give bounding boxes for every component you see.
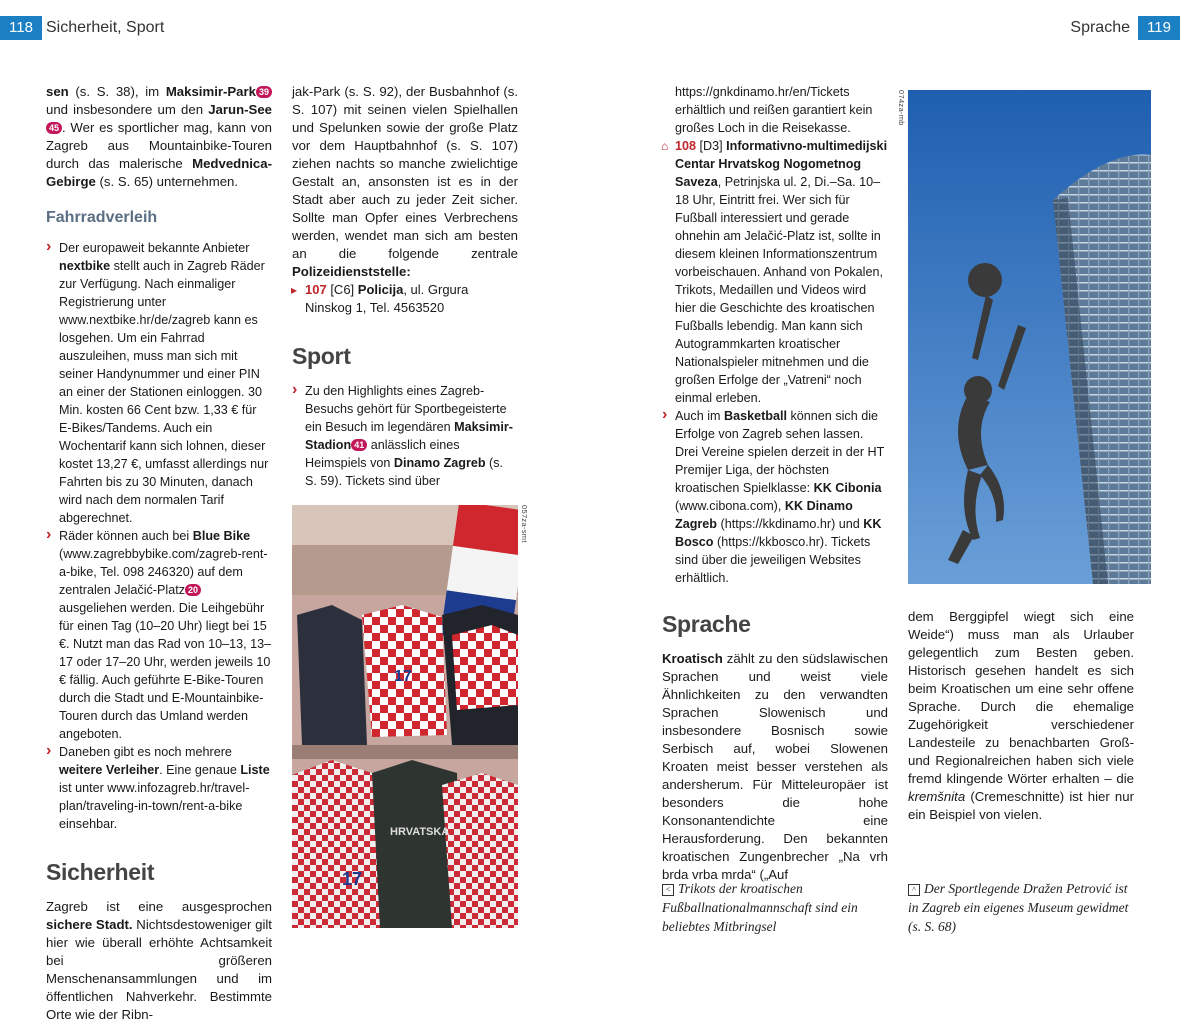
photo-statue xyxy=(908,90,1151,584)
running-head-right: Sprache xyxy=(1070,19,1130,36)
svg-text:HRVATSKA: HRVATSKA xyxy=(390,826,450,838)
list-item: › Daneben gibt es noch mehrere weitere Verleiher. Eine genaue Liste ist unter www.infozagreb.hr/travel-plan/traveling-in-town/rent-a-bike einsehbar. xyxy=(46,743,272,833)
police-icon: ▸ xyxy=(291,283,298,297)
entry-108: ⌂ 108 [D3] Informativno-multimedijski Centar Hrvatskog Nogometnog Saveza, Petrinjska ul. 2, Di.–Sa. 10–18 Uhr, Eintritt frei. Wer sich für Fußball interessiert und gerade ohnehin am Jelačić-Platz ist, sollte in diesem kleinen Informationszentrum vorbeischauen. Anhand von Pokalen, Trikots, Medaillen und Videos wird hier die Geschichte des kroatischen Fußballs lebendig. Man kann sich Autogrammkarten kroatischer Nationalspieler mitnehmen und die großen Erfolge der „Vatreni“ noch einmal erleben. xyxy=(661,139,888,405)
intro-paragraph: sen (s. S. 38), im Maksimir-Park 39 und insbesondere um den Jarun-See45 . Wer es sportlicher mag, kann von Zagreb aus Mountainbike-Touren durch das malerische Medvednica-Gebirge (s. S. 65) unternehmen. xyxy=(46,84,272,189)
heading-sprache: Sprache xyxy=(662,611,751,637)
column-3 xyxy=(662,83,888,884)
photo-jerseys xyxy=(292,505,518,928)
caption-statue: ^ Der Sportlegende Dražen Petrović ist in Zagreb ein eigenes Museum gewidmet (s. S. 68) xyxy=(908,881,1129,934)
sprache-paragraph: Kroatisch zählt zu den südslawischen Sprachen und weist viele Ähnlichkeiten zu den verwandten Sprachen Slowenisch und insbesondere Bosnisch sowie Serbisch auf, wobei Slowenen Kroaten meist besser verstehen als andersherum. Für Mitteleuropäer ist besonders die hohe Konsonantendichte eine Herausforderung. Den bekannten kroatischen Zungenbrecher „Na vrh brda vrba mrda“ („Auf xyxy=(662,651,888,882)
map-badge: 45 xyxy=(46,122,62,134)
sprache-paragraph-cont: dem Berggipfel wiegt sich eine Weide“) muss man als Urlauber gelegentlich zum Besten geben. Historisch gesehen handelt es sich beim Kroatischen um eine sehr offene Sprache. Durch die ehemalige Zugehörigkeit verschiedener Landesteile zu benachbarten Groß- und Regionalreichen haben sich viele fremd klingende Wörter erhalten – die kremšnita (Cremeschnitte) ist hier nur ein Beispiel von vielen. xyxy=(908,609,1134,822)
entry-107: ▸ 107 [C6] Policija, ul. Grgura Ninskog 1, Tel. 4563520 xyxy=(291,282,469,315)
heading-fahrradverleih: Fahrradverleih xyxy=(46,209,158,226)
list-item: › Auch im Basketball können sich die Erfolge von Zagreb sehen lassen. Drei Vereine spielen derzeit in der HT Premijer Liga, der höchsten kroatischen Spielklasse: KK Cibonia (www.cibona.com), KK Dinamo Zagreb (https://kkdinamo.hr) und KK Bosco (https://kkbosco.hr). Tickets sind über die jeweiligen Websites erhältlich. xyxy=(662,407,888,587)
sicherheit-paragraph: Zagreb ist eine ausgesprochen sichere Stadt. Nichtsdestoweniger gilt hier wie überall erhöhte Achtsamkeit bei größeren Menschenansammlungen und im öffentlichen Nahverkehr. Bestimmte Orte wie der Ribn- xyxy=(46,899,272,1022)
heading-sport: Sport xyxy=(292,343,351,369)
arrow-left-icon: < xyxy=(662,884,674,896)
caption-jerseys: < Trikots der kroatischen Fußballnationalmannschaft sind ein beliebtes Mitbringsel xyxy=(662,881,858,934)
tickets-continued: https://gnkdinamo.hr/en/Tickets erhältlich und reißen garantiert kein großes Loch in die Reisekasse. xyxy=(675,85,873,135)
svg-text:17: 17 xyxy=(342,869,363,889)
column-4 xyxy=(908,608,1134,824)
list-item: › Der europaweit bekannte Anbieter nextbike stellt auch in Zagreb Räder zur Verfügung. Nach einmaliger Registrierung unter www.nextbike.hr/de/zagreb kann es losgehen. Um ein Fahrrad auszuleihen, muss man sich mit seiner Handynummer und einer PIN an einer der Stationen einloggen. 30 Min. kosten 66 Cent bzw. 1,33 € für E-Bikes/Tandems. Auch ein Wochentarif kann sich lohnen, dieser kostet 13,27 €, umfasst allerdings nur Fahrten bis zu 30 Minuten, danach wird nach dem normalen Tarif abgerechnet. xyxy=(46,239,272,527)
arrow-up-icon: ^ xyxy=(908,884,920,896)
running-head-left: Sicherheit, Sport xyxy=(46,19,165,36)
svg-text:17: 17 xyxy=(394,668,412,685)
photo-credit: 057za-smt xyxy=(520,505,529,543)
museum-icon: ⌂ xyxy=(661,139,669,153)
jerseys-image xyxy=(292,505,518,928)
map-badge: 39 xyxy=(256,86,272,98)
list-item: › Zu den Highlights eines Zagreb-Besuchs gehört für Sportbegeisterte ein Besuch im legendären Maksimir-Stadion 41 anlässlich eines Heimspiels von Dinamo Zagreb (s. S. 59). Tickets sind über xyxy=(292,382,518,490)
heading-sicherheit: Sicherheit xyxy=(46,859,155,885)
photo-credit: 074za-mb xyxy=(897,90,906,126)
page-number-right: 119 xyxy=(1138,16,1180,40)
statue-image xyxy=(908,90,1151,584)
page-number-left: 118 xyxy=(0,16,42,40)
map-badge: 20 xyxy=(185,584,201,596)
map-badge: 41 xyxy=(351,439,367,451)
list-item: › Räder können auch bei Blue Bike (www.zagrebbybike.com/zagreb-rent-a-bike, Tel. 098 246320) auf dem zentralen Jelačić-Platz 20 ausgeliehen werden. Die Leihgebühr für einen Tag (10–20 Uhr) liegt bei 15 €. Nutzt man das Rad von 10–13, 13–17 oder 17–20 Uhr, werden jeweils 10 € fällig. Auch geführte E-Bike-Touren durch die Stadt und E-Mountainbike-Touren durch das Umland werden angeboten. xyxy=(46,527,272,743)
sicherheit-paragraph-cont: jak-Park (s. S. 92), der Busbahnhof (s. S. 107) mit seinen vielen Spielhallen und Spelunken sowie der große Platz vor dem Hauptbahnhof (s. S. 107) ziehen nachts so manche zwielichtige Gestalt an, ansonsten ist es in der Stadt aber auch zu jeder Zeit sicher. Sollte man Opfer eines Verbrechens werden, wendet man sich am besten an die folgende zentrale Polizeidienststelle: xyxy=(292,84,518,279)
column-2 xyxy=(292,83,518,490)
column-1 xyxy=(46,83,272,1024)
